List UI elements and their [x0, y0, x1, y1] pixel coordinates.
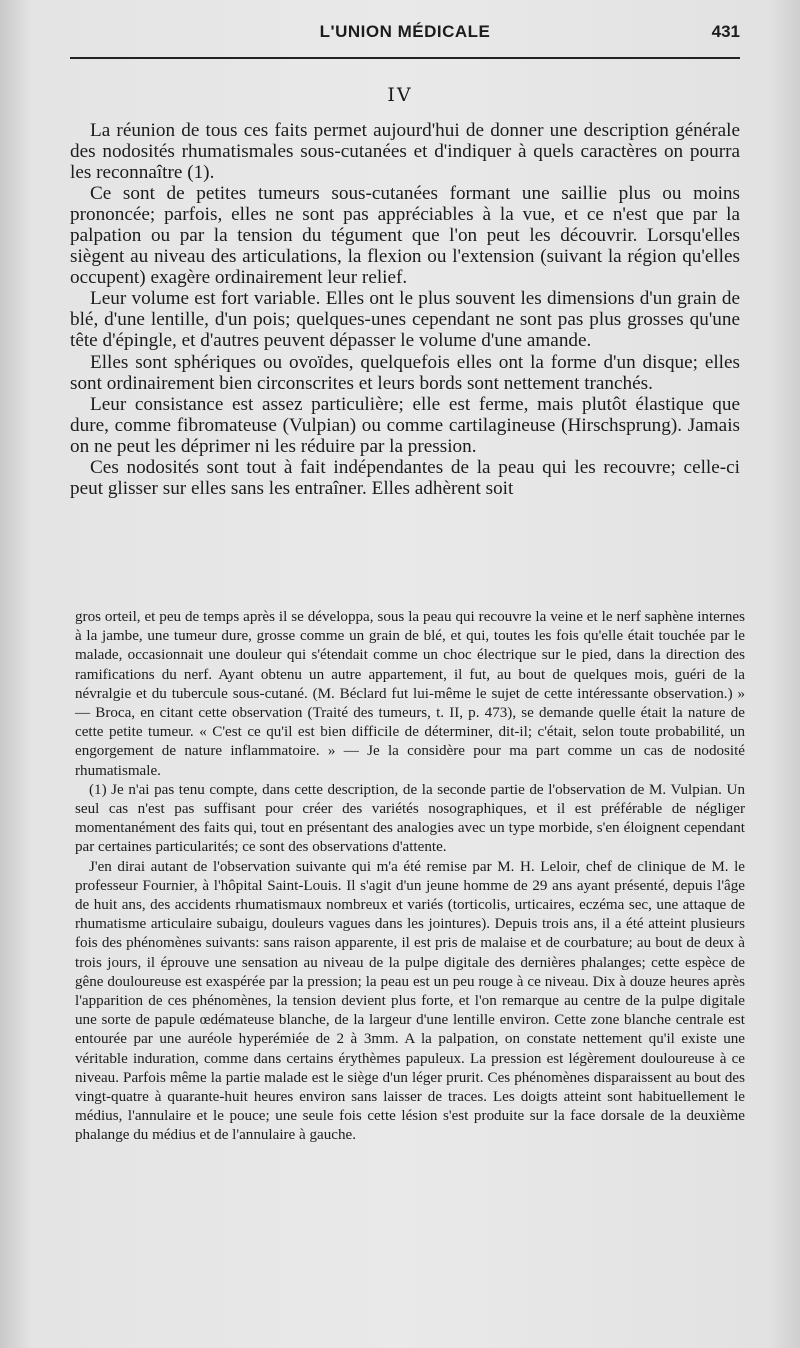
footnote-1-observation: J'en dirai autant de l'observation suivante qui m'a été remise par M. H. Leloir, chef de clinique de M. le professeur Fournier, à l'hôpital Saint-Louis. Il s'agit d'un jeune homme de 29 ans ayant présenté, depuis l'âge de huit ans, des accidents rhumatismaux nombreux et variés (torticolis, urticaires, eczéma sec, une attaque de rhumatisme articulaire subaigu, douleurs vagues dans les jointures). Depuis trois ans, il a été atteint plusieurs fois des phénomènes suivants: sans raison apparente, il est pris de malaise et de courbature; au bout de deux à trois jours, il éprouve une sensation au niveau de la pulpe digitale des dernières phalanges; cette espèce de gêne douloureuse est exaspérée par la pression; la peau est un peu rouge à ce niveau. Dix à douze heures après l'apparition de ces phénomènes, la tension devient plus forte, et l'on remarque au centre de la pulpe digitale une sorte de papule œdémateuse blanche, de la largeur d'une lentille environ. Cette zone blanche centrale est entourée par une auréole hyperémiée de 2 à 3mm. A la palpation, on constate nettement qu'il existe une véritable induration, comme dans certains érythèmes papuleux. La pression est légèrement douloureuse à ce niveau. Parfois même la partie malade est le siège d'un léger prurit. Ces phénomènes disparaissent au bout des vingt-quatre à quarante-huit heures environ sans laisser de traces. Les doigts atteint sont habituellement le médius, l'annulaire et le pouce; une seule fois cette lésion s'est produite sur la face dorsale de la deuxième phalange du médius et de l'annulaire à gauche. — [75, 858, 745, 1144]
body-paragraph: La réunion de tous ces faits permet aujourd'hui de donner une description générale des nodosités rhumatismales sous-cutanées et d'indiquer à quels caractères on pourra les reconnaître (1). — [70, 120, 740, 184]
page-header — [70, 22, 740, 46]
page-number: 431 — [711, 22, 740, 41]
body-paragraph: Elles sont sphériques ou ovoïdes, quelquefois elles ont la forme d'un disque; elles sont ordinairement bien circonscrites et leurs bords sont nettement tranchés. — [70, 351, 740, 394]
footnote-1: (1) Je n'ai pas tenu compte, dans cette description, de la seconde partie de l'observation de M. Vulpian. Un seul cas n'est pas suffisant pour créer des variétés nosographiques, et il est préférable de négliger momentanément des faits qui, tout en présentant des analogies avec un type morbide, s'en éloignent cependant par certaines particularités; ce sont des observations d'attente. — [75, 781, 745, 856]
body-paragraph: Ces nodosités sont tout à fait indépendantes de la peau qui les recouvre; celle-ci peut glisser sur elles sans les entraîner. Elles adhèrent soit — [70, 456, 740, 499]
footnotes — [75, 608, 745, 1146]
footnote-continuation: gros orteil, et peu de temps après il se développa, sous la peau qui recouvre la veine et le nerf saphène internes à la jambe, une tumeur dure, grosse comme un grain de blé, et qui, toutes les fois qu'elle était touchée par le malade, occasionnait une douleur qui s'étendait comme un choc électrique sur le pied, dans la direction des ramifications du nerf. Ayant obtenu un autre appartement, il fut, au bout de quelques mois, guéri de la névralgie et du tubercule sous-cutané. (M. Béclard fut lui-même le sujet de cette intéressante observation.) » — Broca, en citant cette observation (Traité des tumeurs, t. II, p. 473), se demande quelle était la nature de cette petite tumeur. « C'est ce qu'il est bien difficile de déterminer, dit-il; c'était, selon toute probabilité, un engorgement de nature inflammatoire. » — Je la considère pour ma part comme un cas de nodosité rhumatismale. — [75, 609, 745, 779]
body-paragraph: Leur volume est fort variable. Elles ont le plus souvent les dimensions d'un grain de blé, d'une lentille, d'un pois; quelques-unes cependant ne sont pas plus grosses qu'une tête d'épingle, et d'autres peuvent dépasser le volume d'une amande. — [70, 288, 740, 352]
body-text — [70, 120, 740, 499]
body-paragraph: Ce sont de petites tumeurs sous-cutanées formant une saillie plus ou moins prononcée; parfois, elles ne sont pas appréciables à la vue, et ce n'est que par la palpation ou par la tension du tégument que l'on peut les découvrir. Lorsqu'elles siègent au niveau des articulations, la flexion ou l'extension (suivant la région qu'elles occupent) exagère ordinairement leur relief. — [70, 183, 740, 289]
header-rule — [70, 57, 740, 59]
body-paragraph: Leur consistance est assez particulière; elle est ferme, mais plutôt élastique que dure, comme fibromateuse (Vulpian) ou comme cartilagineuse (Hirschsprung). Jamais on ne peut les déprimer ni les réduire par la pression. — [70, 393, 740, 457]
section-number: IV — [387, 84, 413, 106]
running-title: L'UNION MÉDICALE — [319, 22, 491, 41]
